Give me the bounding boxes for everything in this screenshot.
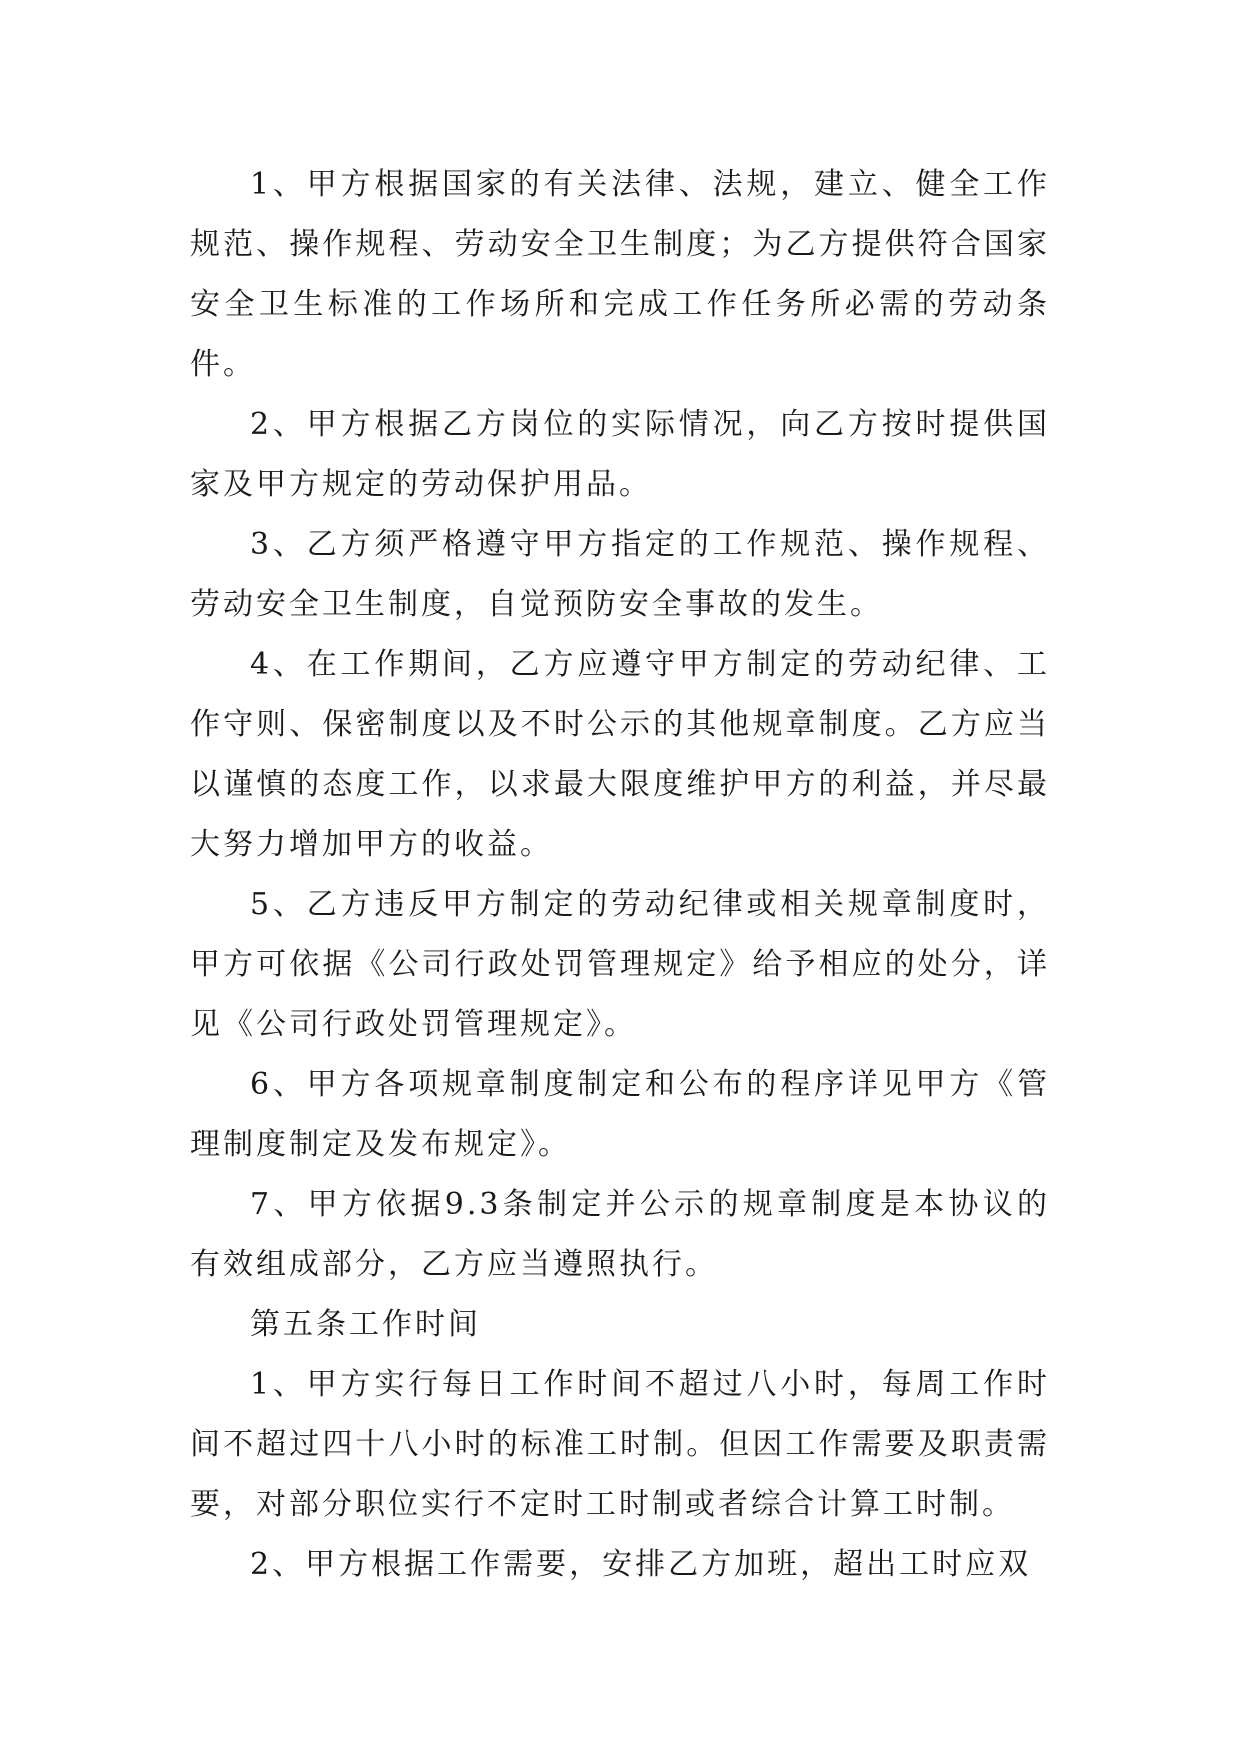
paragraph-work-time-1: 1、甲方实行每日工作时间不超过八小时，每周工作时间不超过四十八小时的标准工时制。但因工作需要及职责需要，对部分职位实行不定时工时制或者综合计算工时制。	[190, 1367, 1050, 1522]
paragraph-6: 6、甲方各项规章制度制定和公布的程序详见甲方《管理制度制定及发布规定》。	[190, 1067, 1050, 1162]
section-heading-work-time: 第五条工作时间	[250, 1307, 481, 1342]
paragraph-work-time-2: 2、甲方根据工作需要，安排乙方加班，超出工时应双	[250, 1547, 1032, 1582]
paragraph-7: 7、甲方依据9.3条制定并公示的规章制度是本协议的有效组成部分，乙方应当遵照执行。	[190, 1187, 1050, 1282]
document-body	[190, 155, 1050, 1595]
paragraph-2: 2、甲方根据乙方岗位的实际情况，向乙方按时提供国家及甲方规定的劳动保护用品。	[190, 407, 1050, 502]
paragraph-3: 3、乙方须严格遵守甲方指定的工作规范、操作规程、劳动安全卫生制度，自觉预防安全事故的发生。	[190, 527, 1050, 622]
paragraph-1: 1、甲方根据国家的有关法律、法规，建立、健全工作规范、操作规程、劳动安全卫生制度；为乙方提供符合国家安全卫生标准的工作场所和完成工作任务所必需的劳动条件。	[190, 167, 1050, 382]
paragraph-5: 5、乙方违反甲方制定的劳动纪律或相关规章制度时，甲方可依据《公司行政处罚管理规定》给予相应的处分，详见《公司行政处罚管理规定》。	[190, 887, 1050, 1042]
paragraph-4: 4、在工作期间，乙方应遵守甲方制定的劳动纪律、工作守则、保密制度以及不时公示的其他规章制度。乙方应当以谨慎的态度工作，以求最大限度维护甲方的利益，并尽最大努力增加甲方的收益。	[190, 647, 1050, 862]
